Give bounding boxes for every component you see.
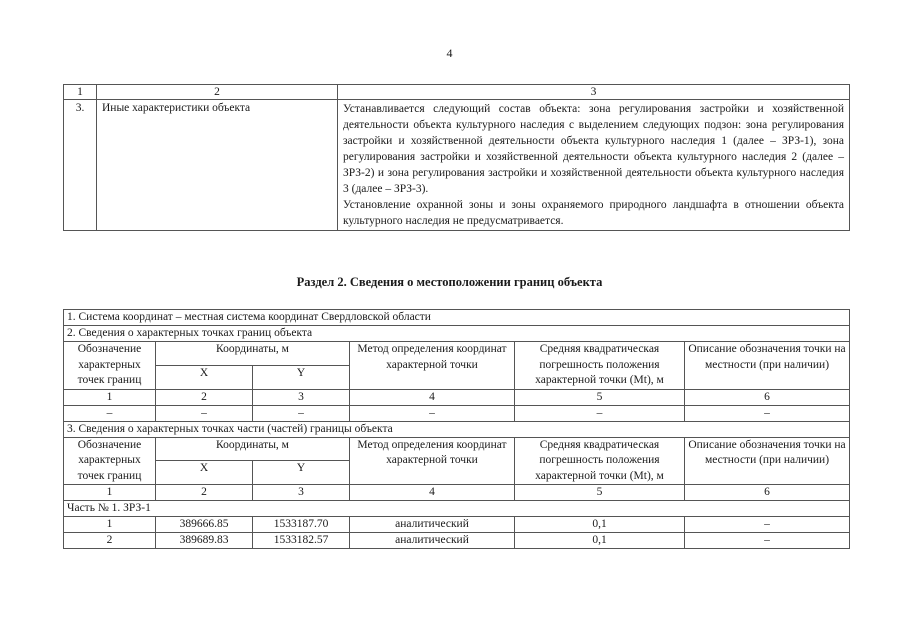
description-cell: – [685,517,850,533]
error-cell: 0,1 [515,533,685,549]
table-row [64,533,850,549]
dash-cell: – [350,405,515,421]
coord-y: 1533187.70 [253,517,350,533]
method-cell: аналитический [350,533,515,549]
column-number: 3 [338,85,850,100]
coordinates-table [63,309,850,549]
header-method: Метод определения координат характерной точки [350,342,515,390]
part2-title: 2. Сведения о характерных точках границ объекта [64,326,850,342]
column-number: 2 [97,85,338,100]
error-cell: 0,1 [515,517,685,533]
method-cell: аналитический [350,517,515,533]
column-number: 4 [350,389,515,405]
point-number: 1 [64,517,156,533]
column-number: 1 [64,85,97,100]
header-error: Средняя квадратическая погрешность положения характерной точки (Mt), м [515,342,685,390]
coord-x: 389666.85 [156,517,253,533]
dash-cell: – [64,405,156,421]
description-paragraph: Установление охранной зоны и зоны охраняемого природного ландшафта в отношении объекта культурного наследия не предусматривается. [343,199,844,227]
table-row [64,100,850,231]
characteristics-table [63,84,850,231]
row-description [338,100,850,231]
column-number: 5 [515,485,685,501]
header-row [64,342,850,366]
header-method: Метод определения координат характерной точки [350,437,515,485]
column-numbers-row [64,485,850,501]
page-number: 4 [446,46,453,60]
header-coordinates: Координаты, м [156,437,350,461]
empty-data-row [64,405,850,421]
description-cell: – [685,533,850,549]
coord-y: 1533182.57 [253,533,350,549]
column-number: 3 [253,389,350,405]
header-y: Y [253,461,350,485]
header-description: Описание обозначения точки на местности (при наличии) [685,342,850,390]
coordinate-system: 1. Система координат – местная система координат Свердловской области [64,310,850,326]
header-x: X [156,461,253,485]
column-number: 1 [64,389,156,405]
header-error: Средняя квадратическая погрешность положения характерной точки (Mt), м [515,437,685,485]
header-designation: Обозначение характерных точек границ [64,437,156,485]
header-designation: Обозначение характерных точек границ [64,342,156,390]
column-numbers-row [64,389,850,405]
description-paragraph: Устанавливается следующий состав объекта: зона регулирования застройки и хозяйственной деятельности объекта культурного наследия с выделением следующих подзон: зона регулирования застройки и хозяйственной деятельности объекта культурного наследия 1 (далее – ЗРЗ-1), зона регулирования застройки и хозяйственной деятельности объекта культурного наследия 2 (далее – ЗРЗ-2) и зона регулирования застройки и хозяйственной деятельности объекта культурного наследия 3 (далее – ЗРЗ-3). [343,103,844,195]
dash-cell: – [515,405,685,421]
column-number: 3 [253,485,350,501]
point-number: 2 [64,533,156,549]
part-label: Часть № 1. ЗРЗ-1 [64,501,850,517]
header-coordinates: Координаты, м [156,342,350,366]
table-row [64,517,850,533]
header-description: Описание обозначения точки на местности (при наличии) [685,437,850,485]
header-y: Y [253,365,350,389]
dash-cell: – [156,405,253,421]
column-number: 5 [515,389,685,405]
part3-title: 3. Сведения о характерных точках части (частей) границы объекта [64,421,850,437]
header-row [64,437,850,461]
column-number: 2 [156,485,253,501]
dash-cell: – [253,405,350,421]
column-number: 1 [64,485,156,501]
table-header-row [64,85,850,100]
column-number: 6 [685,485,850,501]
row-name: Иные характеристики объекта [97,100,338,231]
column-number: 2 [156,389,253,405]
dash-cell: – [685,405,850,421]
header-x: X [156,365,253,389]
column-number: 6 [685,389,850,405]
coord-x: 389689.83 [156,533,253,549]
column-number: 4 [350,485,515,501]
section-title: Раздел 2. Сведения о местоположении границ объекта [296,275,603,289]
row-number: 3. [64,100,97,231]
